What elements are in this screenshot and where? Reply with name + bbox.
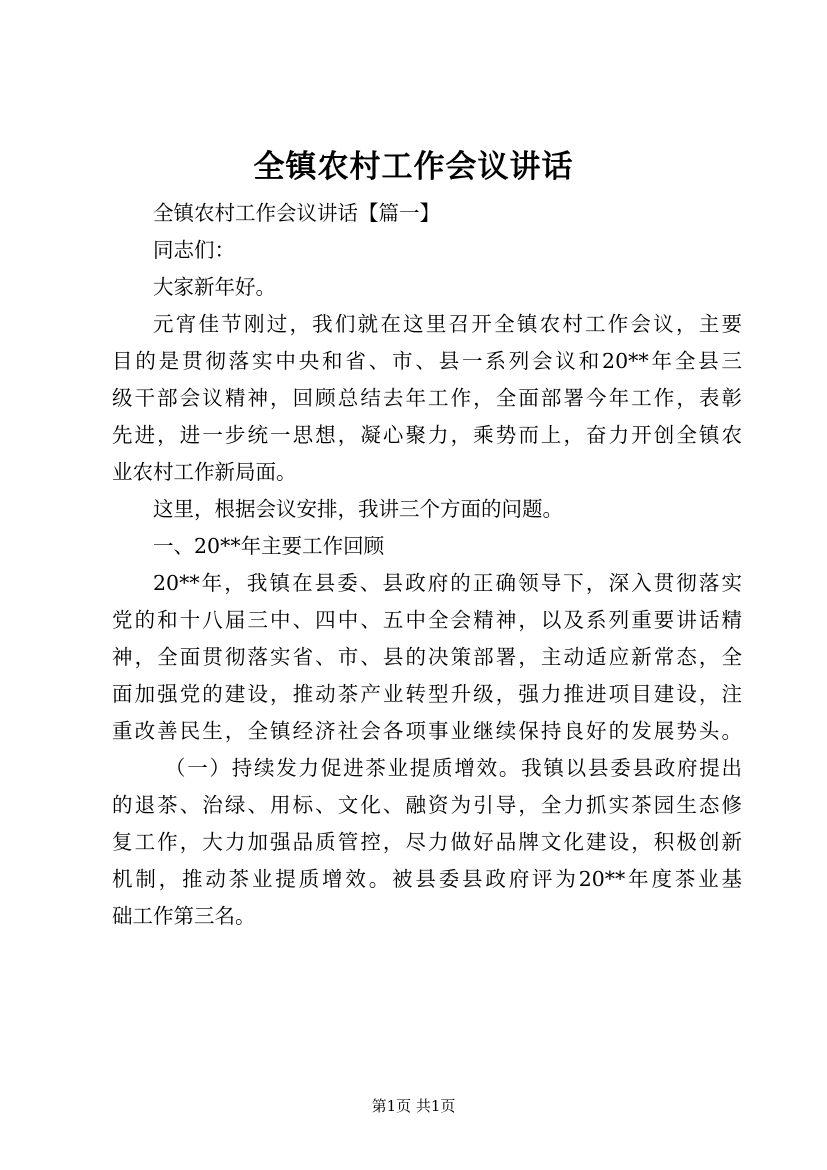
paragraph-line: 20**年，我镇在县委、县政府的正确领导下，深入贯彻落实 [153, 571, 742, 595]
paragraph-line: 先进，进一步统一思想，凝心聚力，乘势而上，奋力开创全镇农 [112, 423, 742, 447]
greeting: 大家新年好。 [153, 275, 276, 299]
paragraph-line: 重改善民生，全镇经济社会各项事业继续保持良好的发展势头。 [112, 719, 742, 743]
paragraph-line: 复工作，大力加强品质管控，尽力做好品牌文化建设，积极创新 [112, 830, 742, 854]
document-title: 全镇农村工作会议讲话 [253, 149, 574, 185]
paragraph-line: 础工作第三名。 [112, 904, 256, 928]
section-heading: 一、20**年主要工作回顾 [153, 534, 385, 558]
document-body [112, 195, 742, 935]
paragraph-line: 的退茶、治绿、用标、文化、融资为引导，全力抓实茶园生态修 [112, 793, 742, 817]
paragraph-line: 级干部会议精神，回顾总结去年工作，全面部署今年工作，表彰 [112, 386, 742, 410]
salutation: 同志们： [153, 238, 235, 262]
paragraph-line: 业农村工作新局面。 [112, 460, 297, 484]
paragraph-line: 元宵佳节刚过，我们就在这里召开全镇农村工作会议，主要 [153, 312, 742, 336]
paragraph-line: 机制，推动茶业提质增效。被县委县政府评为20**年度茶业基 [112, 867, 742, 891]
paragraph-line: （一）持续发力促进茶业提质增效。我镇以县委县政府提出 [165, 756, 742, 780]
paragraph-line: 党的和十八届三中、四中、五中全会精神，以及系列重要讲话精 [112, 608, 742, 632]
paragraph-line: 面加强党的建设，推动茶产业转型升级，强力推进项目建设，注 [112, 682, 742, 706]
section-heading: 全镇农村工作会议讲话【篇一】 [153, 201, 440, 225]
page-footer: 第1页 共1页 [371, 1097, 456, 1115]
paragraph-line: 目的是贯彻落实中央和省、市、县一系列会议和20**年全县三 [112, 349, 742, 373]
paragraph-line: 这里，根据会议安排，我讲三个方面的问题。 [153, 497, 563, 521]
paragraph-line: 神，全面贯彻落实省、市、县的决策部署，主动适应新常态，全 [112, 645, 742, 669]
